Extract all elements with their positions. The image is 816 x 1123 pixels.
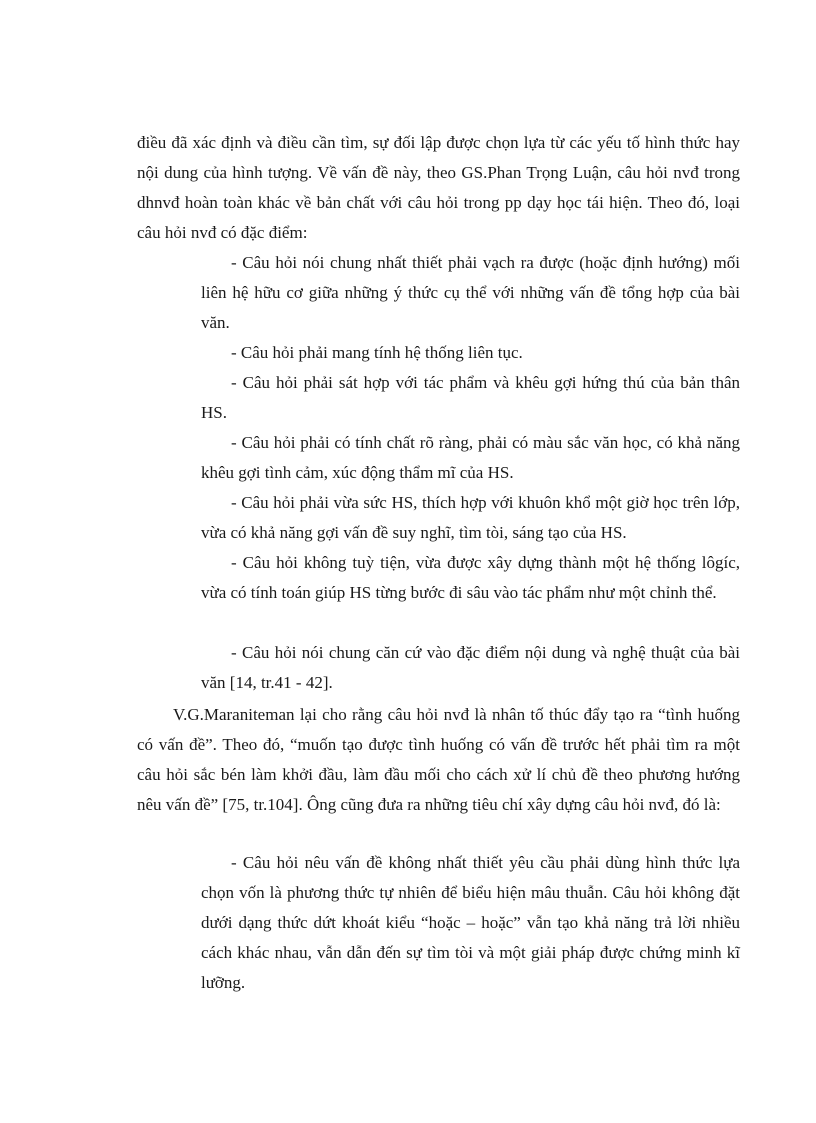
list-item-7: - Câu hỏi nói chung căn cứ vào đặc điểm nội dung và nghệ thuật của bài văn [14, tr.41 - 42]. bbox=[201, 643, 740, 692]
list-item-2: - Câu hỏi phải mang tính hệ thống liên tục. bbox=[231, 343, 523, 362]
list-item-8: - Câu hỏi nêu vấn đề không nhất thiết yêu cầu phải dùng hình thức lựa chọn vốn là phương thức tự nhiên để biểu hiện mâu thuẫn. Câu hỏi không đặt dưới dạng thức dứt khoát kiểu “hoặc – hoặc” vẫn tạo khả năng trả lời nhiều cách khác nhau, vẫn dẫn đến sự tìm tòi và một giải pháp được chứng minh kĩ lưỡng. bbox=[201, 853, 740, 992]
list-item-3: - Câu hỏi phải sát hợp với tác phẩm và khêu gợi hứng thú của bản thân HS. bbox=[201, 373, 740, 422]
list-item-6: - Câu hỏi không tuỳ tiện, vừa được xây dựng thành một hệ thống lôgíc, vừa có tính toán giúp HS từng bước đi sâu vào tác phẩm như một chỉnh thể. bbox=[201, 553, 740, 602]
paragraph-intro: điều đã xác định và điều cần tìm, sự đối lập được chọn lựa từ các yếu tố hình thức hay nội dung của hình tượng. Về vấn đề này, theo GS.Phan Trọng Luận, câu hỏi nvđ trong dhnvđ hoàn toàn khác về bản chất với câu hỏi trong pp dạy học tái hiện. Theo đó, loại câu hỏi nvđ có đặc điểm: bbox=[137, 133, 740, 242]
list-item-5: - Câu hỏi phải vừa sức HS, thích hợp với khuôn khổ một giờ học trên lớp, vừa có khả năng gợi vấn đề suy nghĩ, tìm tòi, sáng tạo của HS. bbox=[201, 493, 740, 542]
list-item-4: - Câu hỏi phải có tính chất rõ ràng, phải có màu sắc văn học, có khả năng khêu gợi tình cảm, xúc động thẩm mĩ của HS. bbox=[201, 433, 740, 482]
list-item-1: - Câu hỏi nói chung nhất thiết phải vạch ra được (hoặc định hướng) mối liên hệ hữu cơ giữa những ý thức cụ thể với những vấn đề tổng hợp của bài văn. bbox=[201, 253, 740, 332]
paragraph-maraniteman: V.G.Maraniteman lại cho rằng câu hỏi nvđ là nhân tố thúc đẩy tạo ra “tình huống có vấn đề”. Theo đó, “muốn tạo được tình huống có vấn đề trước hết phải tìm ra một câu hỏi sắc bén làm khởi đầu, làm đầu mối cho cách xử lí chủ đề theo phương hướng nêu vấn đề” [75, tr.104]. Ông cũng đưa ra những tiêu chí xây dựng câu hỏi nvđ, đó là: bbox=[137, 705, 740, 814]
